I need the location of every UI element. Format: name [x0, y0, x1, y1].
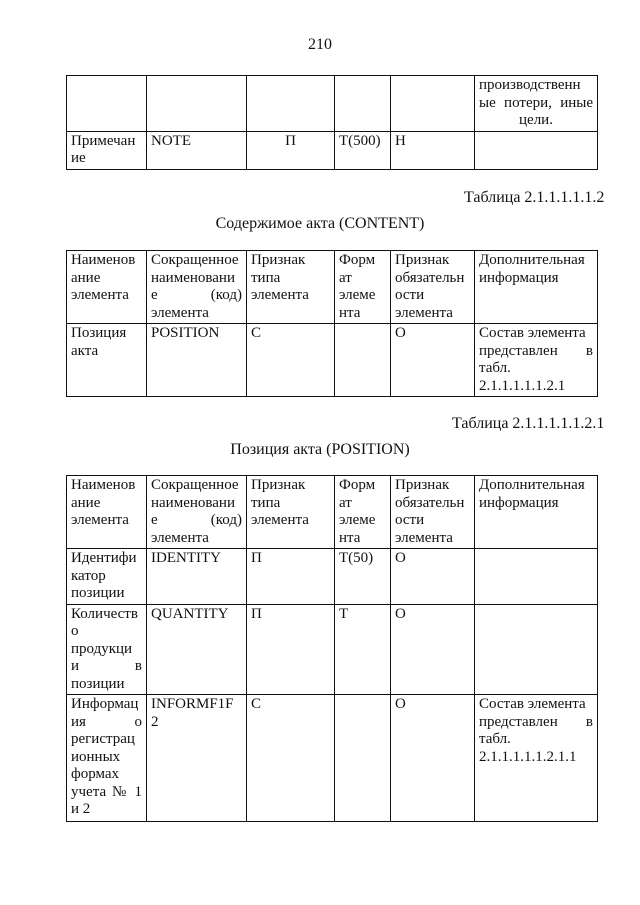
- table-position: [66, 475, 598, 822]
- table-caption-number: Таблица 2.1.1.1.1.1.2.1: [452, 415, 605, 432]
- table-content: [66, 250, 598, 397]
- table-row: [67, 604, 598, 695]
- additional-info-cell: Состав элемента представлен в табл. 2.1.1.1.1.1.2.1: [475, 324, 598, 397]
- element-format-cell: Т: [335, 604, 391, 695]
- header-additional-info: Дополнительная информация: [475, 251, 598, 324]
- element-required-cell: О: [391, 604, 475, 695]
- header-element-required: Признак обязательн ости элемента: [391, 251, 475, 324]
- element-code-cell: QUANTITY: [147, 604, 247, 695]
- element-name-cell: Информац ия о регистрац ионных формах учета № 1 и 2: [67, 695, 147, 822]
- table-caption-title: Содержимое акта (CONTENT): [215, 215, 425, 232]
- page-number: 210: [308, 36, 332, 53]
- additional-info-cell: производственн ые потери, иные цели.: [475, 76, 598, 132]
- header-element-type: Признак типа элемента: [247, 251, 335, 324]
- element-name-cell: Примечан ие: [67, 131, 147, 169]
- table-row: [67, 549, 598, 605]
- element-format-cell: [335, 695, 391, 822]
- additional-info-cell: Состав элемента представлен в табл. 2.1.1.1.1.1.2.1.1: [475, 695, 598, 822]
- table-row: [67, 76, 598, 132]
- element-type-cell: С: [247, 695, 335, 822]
- header-element-format: Форм ат элеме нта: [335, 476, 391, 549]
- header-element-code: Сокращенное наименовани е (код) элемента: [147, 251, 247, 324]
- element-format-cell: [335, 324, 391, 397]
- header-element-type: Признак типа элемента: [247, 476, 335, 549]
- header-element-code: Сокращенное наименовани е (код) элемента: [147, 476, 247, 549]
- element-name-cell: Идентифи катор позиции: [67, 549, 147, 605]
- header-element-name: Наименов ание элемента: [67, 476, 147, 549]
- table-caption-title: Позиция акта (POSITION): [230, 441, 410, 458]
- table-top: [66, 75, 598, 170]
- element-type-cell: П: [247, 131, 335, 169]
- element-code-cell: NOTE: [147, 131, 247, 169]
- table-header-row: [67, 251, 598, 324]
- element-name-cell: Позиция акта: [67, 324, 147, 397]
- element-code-cell: POSITION: [147, 324, 247, 397]
- element-format-cell: T(500): [335, 131, 391, 169]
- element-required-cell: Н: [391, 131, 475, 169]
- element-type-cell: П: [247, 549, 335, 605]
- element-code-cell: INFORMF1F 2: [147, 695, 247, 822]
- header-element-name: Наименов ание элемента: [67, 251, 147, 324]
- element-code-cell: IDENTITY: [147, 549, 247, 605]
- element-required-cell: О: [391, 324, 475, 397]
- element-required-cell: О: [391, 549, 475, 605]
- table-header-row: [67, 476, 598, 549]
- element-required-cell: О: [391, 695, 475, 822]
- table-caption-number: Таблица 2.1.1.1.1.1.2: [464, 189, 605, 206]
- header-additional-info: Дополнительная информация: [475, 476, 598, 549]
- table-row: [67, 695, 598, 822]
- element-name-cell: Количеств о продукци и в позиции: [67, 604, 147, 695]
- table-row: [67, 324, 598, 397]
- element-format-cell: T(50): [335, 549, 391, 605]
- header-element-format: Форм ат элеме нта: [335, 251, 391, 324]
- table-row: [67, 131, 598, 169]
- element-type-cell: П: [247, 604, 335, 695]
- element-type-cell: С: [247, 324, 335, 397]
- header-element-required: Признак обязательн ости элемента: [391, 476, 475, 549]
